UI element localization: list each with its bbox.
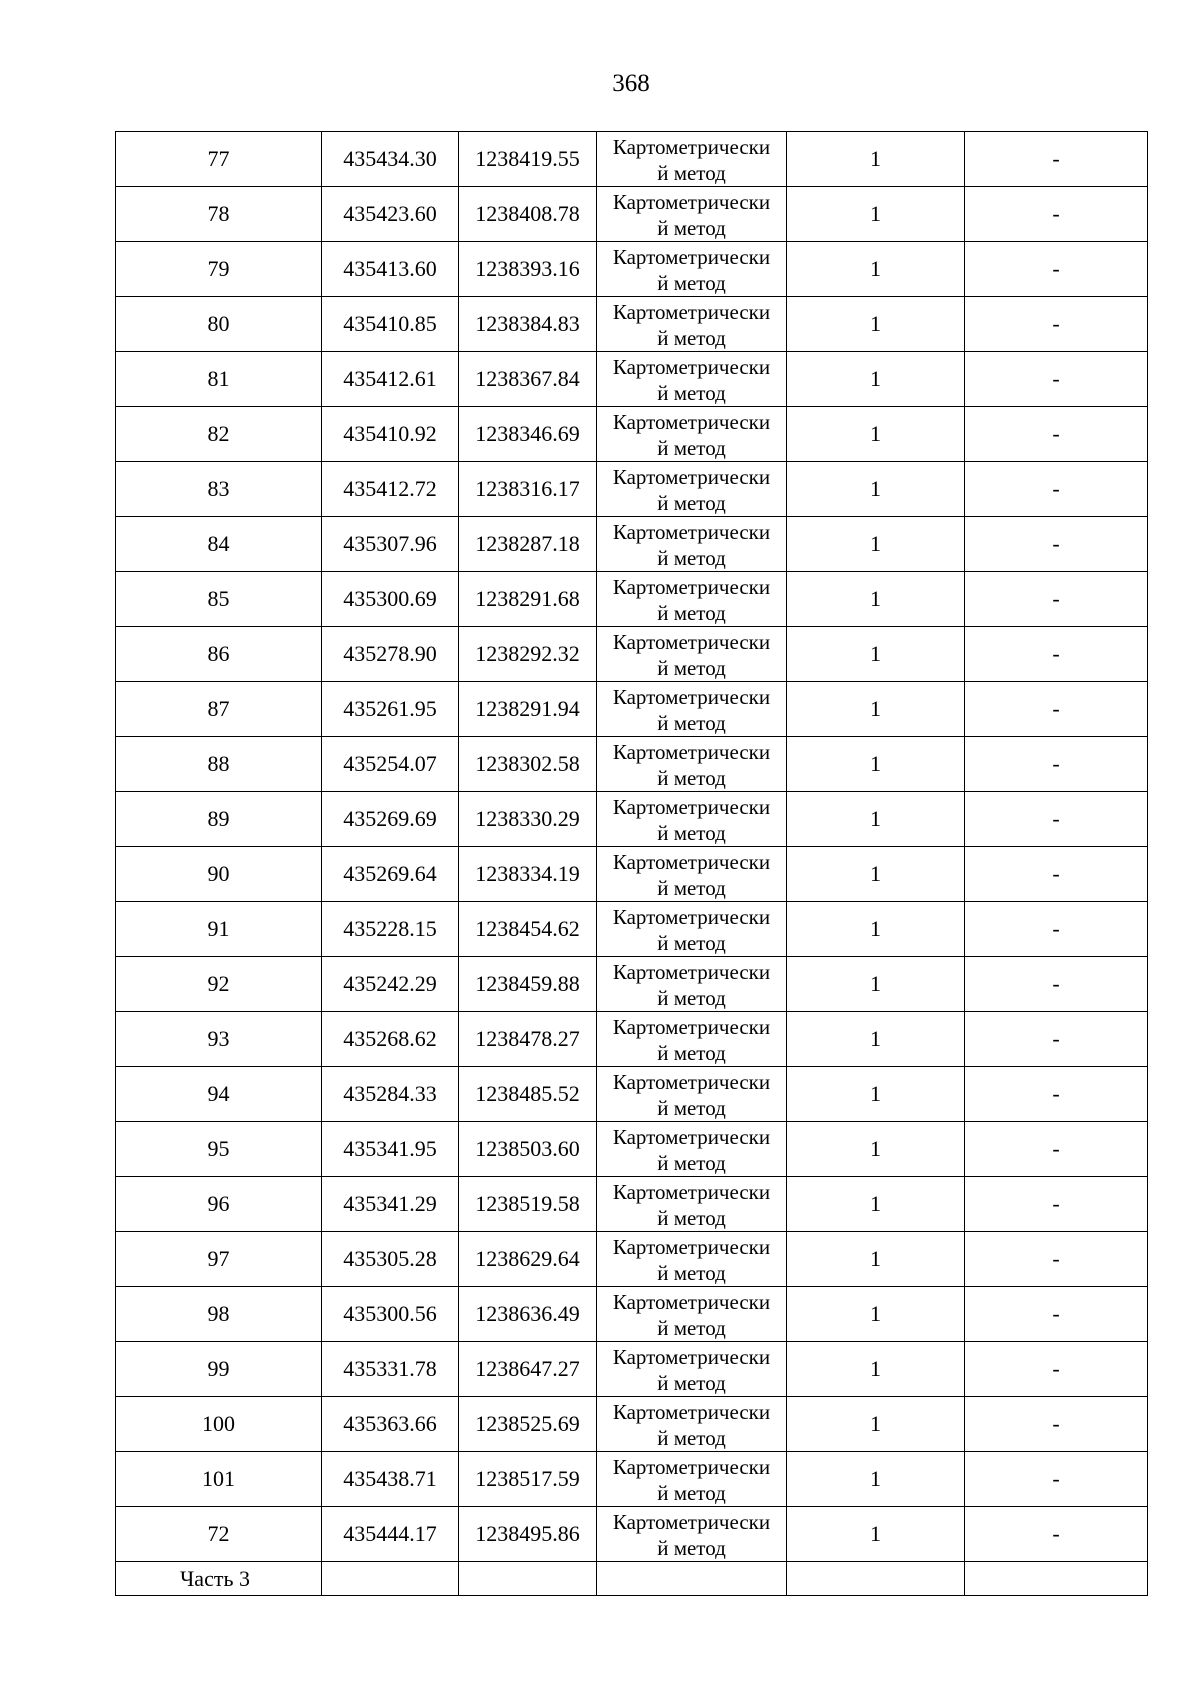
method-text-line: й метод xyxy=(657,1041,726,1065)
point-number-cell: 94 xyxy=(116,1067,322,1122)
accuracy-cell: 1 xyxy=(787,1177,965,1232)
method-text-line: Картометрически xyxy=(612,410,771,434)
method-text-line: й метод xyxy=(657,656,726,680)
y-coordinate-cell: 1238525.69 xyxy=(459,1397,597,1452)
x-coordinate-cell: 435269.69 xyxy=(322,792,459,847)
coordinates-table xyxy=(115,131,1148,1596)
note-cell: - xyxy=(965,242,1148,297)
note-cell: - xyxy=(965,407,1148,462)
method-cell xyxy=(597,352,787,407)
empty-cell xyxy=(322,1562,459,1596)
note-cell: - xyxy=(965,187,1148,242)
x-coordinate-cell: 435228.15 xyxy=(322,902,459,957)
accuracy-cell: 1 xyxy=(787,1012,965,1067)
y-coordinate-cell: 1238330.29 xyxy=(459,792,597,847)
method-text-line: Картометрически xyxy=(612,685,771,709)
method-cell xyxy=(597,1342,787,1397)
note-cell: - xyxy=(965,297,1148,352)
x-coordinate-cell: 435268.62 xyxy=(322,1012,459,1067)
method-text-line: Картометрически xyxy=(612,355,771,379)
method-text-line: й метод xyxy=(657,326,726,350)
x-coordinate-cell: 435341.29 xyxy=(322,1177,459,1232)
table-row xyxy=(116,187,1148,242)
y-coordinate-cell: 1238519.58 xyxy=(459,1177,597,1232)
accuracy-cell: 1 xyxy=(787,1067,965,1122)
method-cell xyxy=(597,517,787,572)
accuracy-cell: 1 xyxy=(787,517,965,572)
method-text-line: й метод xyxy=(657,271,726,295)
x-coordinate-cell: 435410.85 xyxy=(322,297,459,352)
accuracy-cell: 1 xyxy=(787,682,965,737)
method-cell xyxy=(597,242,787,297)
method-text-line: Картометрически xyxy=(612,850,771,874)
accuracy-cell: 1 xyxy=(787,627,965,682)
x-coordinate-cell: 435410.92 xyxy=(322,407,459,462)
method-cell xyxy=(597,957,787,1012)
y-coordinate-cell: 1238393.16 xyxy=(459,242,597,297)
method-text-line: Картометрически xyxy=(612,795,771,819)
x-coordinate-cell: 435284.33 xyxy=(322,1067,459,1122)
method-text-line: Картометрически xyxy=(612,1345,771,1369)
empty-cell xyxy=(597,1562,787,1596)
method-text-line: Картометрически xyxy=(612,300,771,324)
method-text-line: й метод xyxy=(657,1426,726,1450)
accuracy-cell: 1 xyxy=(787,1342,965,1397)
method-text-line: й метод xyxy=(657,216,726,240)
table-row xyxy=(116,792,1148,847)
accuracy-cell: 1 xyxy=(787,1397,965,1452)
method-text-line: Картометрически xyxy=(612,465,771,489)
table-row xyxy=(116,132,1148,187)
method-text-line: Картометрически xyxy=(612,1290,771,1314)
method-text-line: Картометрически xyxy=(612,135,771,159)
method-cell xyxy=(597,902,787,957)
y-coordinate-cell: 1238287.18 xyxy=(459,517,597,572)
accuracy-cell: 1 xyxy=(787,1507,965,1562)
point-number-cell: 86 xyxy=(116,627,322,682)
table-row xyxy=(116,517,1148,572)
method-text-line: й метод xyxy=(657,1316,726,1340)
y-coordinate-cell: 1238292.32 xyxy=(459,627,597,682)
x-coordinate-cell: 435331.78 xyxy=(322,1342,459,1397)
table-row xyxy=(116,1397,1148,1452)
point-number-cell: 96 xyxy=(116,1177,322,1232)
point-number-cell: 87 xyxy=(116,682,322,737)
method-cell xyxy=(597,1012,787,1067)
method-text-line: Картометрически xyxy=(612,630,771,654)
accuracy-cell: 1 xyxy=(787,1122,965,1177)
method-text-line: й метод xyxy=(657,161,726,185)
method-text-line: й метод xyxy=(657,1151,726,1175)
method-text-line: Картометрически xyxy=(612,245,771,269)
point-number-cell: 72 xyxy=(116,1507,322,1562)
note-cell: - xyxy=(965,1122,1148,1177)
method-cell xyxy=(597,847,787,902)
point-number-cell: 100 xyxy=(116,1397,322,1452)
method-cell xyxy=(597,462,787,517)
x-coordinate-cell: 435413.60 xyxy=(322,242,459,297)
y-coordinate-cell: 1238478.27 xyxy=(459,1012,597,1067)
method-text-line: й метод xyxy=(657,601,726,625)
accuracy-cell: 1 xyxy=(787,572,965,627)
y-coordinate-cell: 1238636.49 xyxy=(459,1287,597,1342)
method-text-line: Картометрически xyxy=(612,1125,771,1149)
point-number-cell: 81 xyxy=(116,352,322,407)
x-coordinate-cell: 435438.71 xyxy=(322,1452,459,1507)
y-coordinate-cell: 1238647.27 xyxy=(459,1342,597,1397)
table-row xyxy=(116,352,1148,407)
note-cell: - xyxy=(965,517,1148,572)
accuracy-cell: 1 xyxy=(787,737,965,792)
x-coordinate-cell: 435278.90 xyxy=(322,627,459,682)
y-coordinate-cell: 1238408.78 xyxy=(459,187,597,242)
method-text-line: Картометрически xyxy=(612,905,771,929)
point-number-cell: 98 xyxy=(116,1287,322,1342)
note-cell: - xyxy=(965,792,1148,847)
note-cell: - xyxy=(965,627,1148,682)
point-number-cell: 90 xyxy=(116,847,322,902)
method-text-line: Картометрически xyxy=(612,520,771,544)
note-cell: - xyxy=(965,957,1148,1012)
y-coordinate-cell: 1238316.17 xyxy=(459,462,597,517)
point-number-cell: 97 xyxy=(116,1232,322,1287)
accuracy-cell: 1 xyxy=(787,187,965,242)
point-number-cell: 89 xyxy=(116,792,322,847)
table-row xyxy=(116,957,1148,1012)
x-coordinate-cell: 435412.72 xyxy=(322,462,459,517)
table-row xyxy=(116,407,1148,462)
section-label-cell: Часть 3 xyxy=(116,1562,322,1596)
page-number: 368 xyxy=(612,70,650,97)
method-text-line: й метод xyxy=(657,381,726,405)
method-text-line: й метод xyxy=(657,491,726,515)
method-text-line: й метод xyxy=(657,1371,726,1395)
method-cell xyxy=(597,187,787,242)
y-coordinate-cell: 1238419.55 xyxy=(459,132,597,187)
x-coordinate-cell: 435341.95 xyxy=(322,1122,459,1177)
table-row xyxy=(116,682,1148,737)
point-number-cell: 85 xyxy=(116,572,322,627)
method-cell xyxy=(597,1177,787,1232)
x-coordinate-cell: 435300.69 xyxy=(322,572,459,627)
point-number-cell: 88 xyxy=(116,737,322,792)
method-text-line: й метод xyxy=(657,1206,726,1230)
note-cell: - xyxy=(965,1342,1148,1397)
table-row xyxy=(116,1507,1148,1562)
method-text-line: Картометрически xyxy=(612,575,771,599)
method-text-line: Картометрически xyxy=(612,1015,771,1039)
y-coordinate-cell: 1238302.58 xyxy=(459,737,597,792)
method-cell xyxy=(597,1507,787,1562)
accuracy-cell: 1 xyxy=(787,297,965,352)
method-cell xyxy=(597,627,787,682)
table-row xyxy=(116,297,1148,352)
method-cell xyxy=(597,297,787,352)
method-text-line: й метод xyxy=(657,766,726,790)
y-coordinate-cell: 1238495.86 xyxy=(459,1507,597,1562)
method-cell xyxy=(597,572,787,627)
x-coordinate-cell: 435305.28 xyxy=(322,1232,459,1287)
accuracy-cell: 1 xyxy=(787,1287,965,1342)
table-body xyxy=(116,132,1148,1596)
method-cell xyxy=(597,1397,787,1452)
point-number-cell: 91 xyxy=(116,902,322,957)
point-number-cell: 101 xyxy=(116,1452,322,1507)
method-text-line: Картометрически xyxy=(612,1235,771,1259)
note-cell: - xyxy=(965,1232,1148,1287)
note-cell: - xyxy=(965,1507,1148,1562)
method-cell xyxy=(597,682,787,737)
method-text-line: й метод xyxy=(657,546,726,570)
note-cell: - xyxy=(965,737,1148,792)
method-cell xyxy=(597,407,787,462)
method-cell xyxy=(597,1122,787,1177)
y-coordinate-cell: 1238334.19 xyxy=(459,847,597,902)
point-number-cell: 79 xyxy=(116,242,322,297)
note-cell: - xyxy=(965,847,1148,902)
method-cell xyxy=(597,1067,787,1122)
y-coordinate-cell: 1238384.83 xyxy=(459,297,597,352)
method-text-line: й метод xyxy=(657,1536,726,1560)
point-number-cell: 77 xyxy=(116,132,322,187)
method-cell xyxy=(597,1287,787,1342)
point-number-cell: 99 xyxy=(116,1342,322,1397)
table-row xyxy=(116,1177,1148,1232)
point-number-cell: 93 xyxy=(116,1012,322,1067)
x-coordinate-cell: 435412.61 xyxy=(322,352,459,407)
note-cell: - xyxy=(965,352,1148,407)
y-coordinate-cell: 1238367.84 xyxy=(459,352,597,407)
accuracy-cell: 1 xyxy=(787,792,965,847)
point-number-cell: 82 xyxy=(116,407,322,462)
empty-cell xyxy=(459,1562,597,1596)
method-text-line: Картометрически xyxy=(612,1400,771,1424)
note-cell: - xyxy=(965,1067,1148,1122)
table-row xyxy=(116,1122,1148,1177)
y-coordinate-cell: 1238517.59 xyxy=(459,1452,597,1507)
y-coordinate-cell: 1238291.68 xyxy=(459,572,597,627)
method-text-line: й метод xyxy=(657,986,726,1010)
x-coordinate-cell: 435242.29 xyxy=(322,957,459,1012)
accuracy-cell: 1 xyxy=(787,1452,965,1507)
method-cell xyxy=(597,792,787,847)
empty-cell xyxy=(787,1562,965,1596)
note-cell: - xyxy=(965,1397,1148,1452)
table-row xyxy=(116,1342,1148,1397)
y-coordinate-cell: 1238346.69 xyxy=(459,407,597,462)
table-row xyxy=(116,1287,1148,1342)
point-number-cell: 80 xyxy=(116,297,322,352)
note-cell: - xyxy=(965,1177,1148,1232)
x-coordinate-cell: 435434.30 xyxy=(322,132,459,187)
y-coordinate-cell: 1238459.88 xyxy=(459,957,597,1012)
method-cell xyxy=(597,1232,787,1287)
point-number-cell: 92 xyxy=(116,957,322,1012)
table-row xyxy=(116,737,1148,792)
accuracy-cell: 1 xyxy=(787,352,965,407)
table-section-row xyxy=(116,1562,1148,1596)
method-text-line: Картометрически xyxy=(612,740,771,764)
method-text-line: й метод xyxy=(657,931,726,955)
table-row xyxy=(116,462,1148,517)
method-text-line: Картометрически xyxy=(612,1070,771,1094)
method-text-line: й метод xyxy=(657,711,726,735)
table-row xyxy=(116,242,1148,297)
table-row xyxy=(116,847,1148,902)
method-text-line: й метод xyxy=(657,1096,726,1120)
x-coordinate-cell: 435307.96 xyxy=(322,517,459,572)
method-text-line: Картометрически xyxy=(612,190,771,214)
y-coordinate-cell: 1238485.52 xyxy=(459,1067,597,1122)
method-cell xyxy=(597,737,787,792)
method-text-line: й метод xyxy=(657,436,726,460)
method-text-line: Картометрически xyxy=(612,1455,771,1479)
y-coordinate-cell: 1238291.94 xyxy=(459,682,597,737)
table-row xyxy=(116,1452,1148,1507)
x-coordinate-cell: 435269.64 xyxy=(322,847,459,902)
y-coordinate-cell: 1238454.62 xyxy=(459,902,597,957)
point-number-cell: 83 xyxy=(116,462,322,517)
x-coordinate-cell: 435300.56 xyxy=(322,1287,459,1342)
method-cell xyxy=(597,1452,787,1507)
accuracy-cell: 1 xyxy=(787,902,965,957)
table-row xyxy=(116,1012,1148,1067)
x-coordinate-cell: 435261.95 xyxy=(322,682,459,737)
method-text-line: й метод xyxy=(657,876,726,900)
table-row xyxy=(116,902,1148,957)
y-coordinate-cell: 1238629.64 xyxy=(459,1232,597,1287)
accuracy-cell: 1 xyxy=(787,242,965,297)
note-cell: - xyxy=(965,572,1148,627)
point-number-cell: 78 xyxy=(116,187,322,242)
note-cell: - xyxy=(965,462,1148,517)
y-coordinate-cell: 1238503.60 xyxy=(459,1122,597,1177)
method-cell xyxy=(597,132,787,187)
empty-cell xyxy=(965,1562,1148,1596)
note-cell: - xyxy=(965,902,1148,957)
note-cell: - xyxy=(965,1287,1148,1342)
table-row xyxy=(116,572,1148,627)
method-text-line: Картометрически xyxy=(612,960,771,984)
table-row xyxy=(116,1067,1148,1122)
accuracy-cell: 1 xyxy=(787,847,965,902)
note-cell: - xyxy=(965,132,1148,187)
method-text-line: Картометрически xyxy=(612,1510,771,1534)
accuracy-cell: 1 xyxy=(787,132,965,187)
point-number-cell: 95 xyxy=(116,1122,322,1177)
method-text-line: Картометрически xyxy=(612,1180,771,1204)
note-cell: - xyxy=(965,1012,1148,1067)
method-text-line: й метод xyxy=(657,1481,726,1505)
x-coordinate-cell: 435254.07 xyxy=(322,737,459,792)
x-coordinate-cell: 435444.17 xyxy=(322,1507,459,1562)
note-cell: - xyxy=(965,1452,1148,1507)
table-row xyxy=(116,627,1148,682)
method-text-line: й метод xyxy=(657,821,726,845)
x-coordinate-cell: 435363.66 xyxy=(322,1397,459,1452)
table-row xyxy=(116,1232,1148,1287)
accuracy-cell: 1 xyxy=(787,462,965,517)
point-number-cell: 84 xyxy=(116,517,322,572)
note-cell: - xyxy=(965,682,1148,737)
accuracy-cell: 1 xyxy=(787,407,965,462)
method-text-line: й метод xyxy=(657,1261,726,1285)
accuracy-cell: 1 xyxy=(787,1232,965,1287)
x-coordinate-cell: 435423.60 xyxy=(322,187,459,242)
accuracy-cell: 1 xyxy=(787,957,965,1012)
